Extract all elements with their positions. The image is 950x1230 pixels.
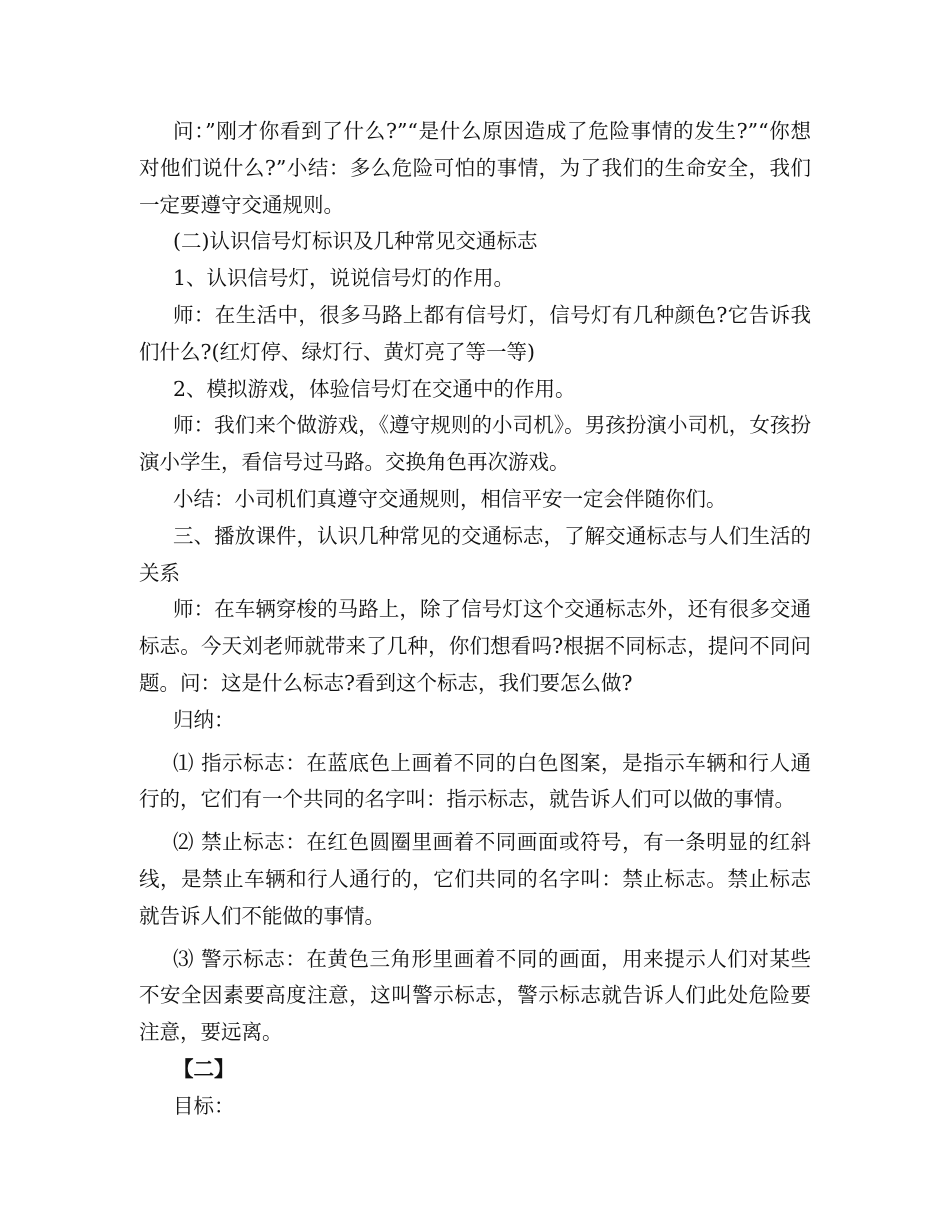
step-2-heading: 2、模拟游戏，体验信号灯在交通中的作用。 — [173, 376, 576, 401]
step-1-heading: 1、认识信号灯，说说信号灯的作用。 — [173, 266, 515, 291]
paragraph-teacher-game: 师：我们来个做游戏，《遵守规则的小司机》。男孩扮演小司机，女孩扮演小学生，看信号过马路。交换角色再次游戏。 — [139, 413, 811, 475]
document-page — [139, 113, 811, 1125]
paragraph-question-summary: 问：”刚才你看到了什么?”“是什么原因造成了危险事情的发生?”“你想对他们说什么?”小结：多么危险可怕的事情，为了我们的生命安全，我们一定要遵守交通规则。 — [139, 119, 811, 217]
paragraph-indication-signs: ⑴ 指示标志：在蓝底色上画着不同的白色图案，是指示车辆和行人通行的，它们有一个共同的名字叫：指示标志，就告诉人们可以做的事情。 — [139, 750, 811, 812]
section-marker-two: 【二】 — [173, 1056, 235, 1081]
paragraph-prohibition-signs: ⑵ 禁止标志：在红色圆圈里画着不同画面或符号，有一条明显的红斜线，是禁止车辆和行人通行的，它们共同的名字叫：禁止标志。禁止标志就告诉人们不能做的事情。 — [139, 830, 811, 928]
section-heading-signal-lights: (二)认识信号灯标识及几种常见交通标志 — [173, 229, 538, 254]
paragraph-teacher-signal-colors: 师：在生活中，很多马路上都有信号灯，信号灯有几种颜色?它告诉我们什么?(红灯停、绿灯行、黄灯亮了等一等) — [139, 302, 811, 364]
paragraph-conclusion-label: 归纳： — [173, 707, 235, 732]
paragraph-goals-label: 目标： — [173, 1093, 235, 1118]
paragraph-summary-drivers: 小结：小司机们真遵守交通规则，相信平安一定会伴随你们。 — [173, 486, 727, 511]
section-heading-traffic-signs: 三、播放课件，认识几种常见的交通标志，了解交通标志与人们生活的关系 — [139, 523, 811, 585]
paragraph-warning-signs: ⑶ 警示标志：在黄色三角形里画着不同的画面，用来提示人们对某些不安全因素要高度注意，这叫警示标志，警示标志就告诉人们此处危险要注意，要远离。 — [139, 946, 811, 1045]
paragraph-teacher-traffic-signs: 师：在车辆穿梭的马路上，除了信号灯这个交通标志外，还有很多交通标志。今天刘老师就带来了几种，你们想看吗?根据不同标志，提问不同问题。问：这是什么标志?看到这个标志，我们要怎么做? — [139, 597, 811, 695]
